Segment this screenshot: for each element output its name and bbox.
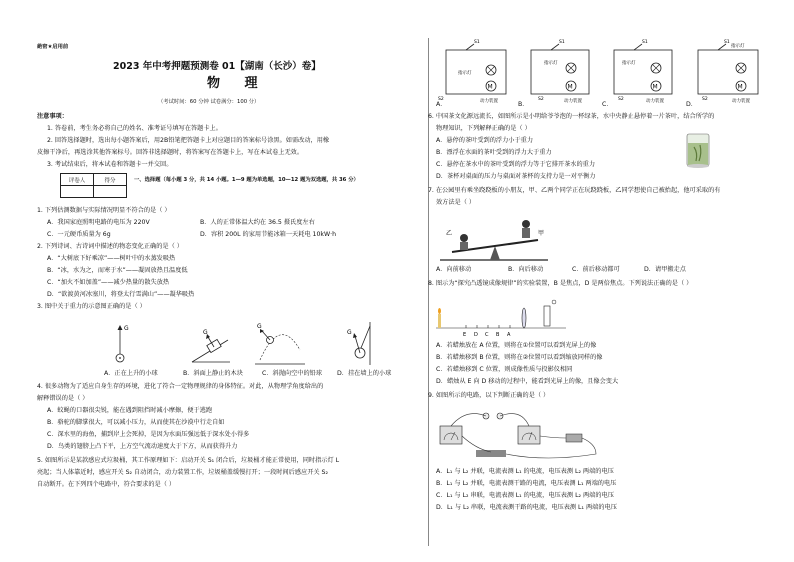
q4-option-b: B．骆驼的脚掌很大，可以减小压力，从而使其在沙漠中行走自如 [47,419,225,426]
score-cell[interactable] [94,186,127,198]
note-item: 皮擦干净后，再选涂其他答案标号。回答非选择题时，将答案写在答题卡上，写在本试卷上无效。 [37,149,304,156]
q8-option-c: C．若蜡烛移到 C 位置，则成像性质与投影仪相同 [436,366,573,373]
q3-figure-d [347,322,370,365]
q5-option-d: D． [686,101,697,108]
q3-option-b: B．斜面上静止的木块 [183,370,243,377]
q8-mark: A [507,332,511,338]
q8-mark: B [496,332,500,338]
note-item: 1. 答卷前，考生务必将自己的姓名、准考证号填写在答题卡上。 [47,125,222,132]
q9-circuit-photo [436,404,616,464]
tea-cup-image [684,131,714,169]
q7-option-d: D．请甲搬走点 [644,266,686,273]
q4-option-d: D．鸟类的翅膀上凸下平，上方空气流动速度大于下方，从而获得升力 [47,443,238,450]
switch-label: S2 [538,97,544,102]
score-col-grader: 评卷人 [61,174,94,186]
note-item: 2. 回答选择题时，选出每小题答案后，用2B铅笔把答题卡上对应题目的答案标号涂黑。如需改动，用橡 [47,137,330,144]
q7-option-c: C．前后移动都可 [572,266,620,273]
lamp-label: 指示灯 [458,71,472,76]
q5-option-a: A． [436,101,447,108]
motor-symbol: M [652,83,658,91]
q8-stem: 8. 图示为“探究凸透镜成像规律”的实验装置，B 是焦点，D 是两倍焦点。下列说法正确的是（ ） [428,280,693,287]
q5-circuit-c [614,39,672,104]
q7-seesaw [440,208,550,263]
q2-option-b: B．“冰，水为之，而寒于水”——凝固放热且温度低 [47,267,188,274]
q5-circuit-a [438,39,506,104]
score-cell[interactable] [61,186,94,198]
switch-label: S1 [642,40,648,45]
q4-stem: 解释错误的是（ ） [37,395,89,402]
q5-option-c: C． [602,101,613,108]
q7-stem: 效方法是（ ） [436,199,476,206]
q7-label-yi: 乙 [446,230,453,237]
q3-g-label: G [203,329,208,336]
section1-heading: 一、选择题（每小题 3 分，共 14 小题。1—9 题为单选题，10—12 题为双选题，共 36 分） [134,177,359,183]
switch-label: S1 [724,40,730,45]
q3-option-c: C．斜抛向空中的铅球 [262,370,323,377]
q3-stem: 3. 图中关于重力的示意图正确的是（ ） [37,303,146,310]
lamp-label: 指示灯 [544,61,558,66]
q6-option-b: B．漂浮在水面的茶叶受到的浮力大于重力 [436,149,552,156]
subject-title: 物 理 [207,76,268,91]
q4-option-c: C．深水里的海鱼，捕到岸上会死掉，是因为水面压强远低于深水处小得多 [47,431,250,438]
q1-stem: 1. 下列估测数据与实际情况明显不符合的是（ ） [37,207,171,214]
q9-option-b: B．L₁ 与 L₂ 并联，电流表测干路的电流，电压表测 L₁ 两端的电压 [436,480,617,487]
motor-symbol: M [487,83,493,91]
q3-option-a: A．正在上升的小球 [104,370,158,377]
q8-mark: C [485,332,489,338]
q6-option-a: A．悬停的茶叶受到的浮力小于重力 [436,137,534,144]
q2-option-a: A．“大树底下好乘凉”——树叶中的水蒸发吸热 [47,255,176,262]
q7-label-jia: 甲 [538,230,545,237]
q1-option-c: C．一元硬币质量为 6g [47,231,111,238]
q6-option-c: C．悬停在茶水中的茶叶受到的浮力等于它排开茶水的重力 [436,161,596,168]
exam-info: （考试时间：60 分钟 试卷满分：100 分） [158,99,260,105]
q8-option-b: B．若蜡烛移到 B 位置，则将在②位置可以看到缩放同样的像 [436,354,603,361]
q4-option-a: A．蚊蝇的口器很尖锐，能在遇到阻挡时减小摩擦，便于逃跑 [47,407,213,414]
q5-circuit-d [698,39,758,104]
exam-title: 2023 年中考押题预测卷 01【湖南（长沙）卷】 [113,61,321,72]
q9-option-d: D．L₁ 与 L₂ 串联，电流表测干路的电流，电压表测 L₁ 两端的电压 [436,504,617,511]
q9-option-c: C．L₁ 与 L₂ 串联，电流表测 L₁ 的电流，电压表测 L₂ 两端的电压 [436,492,614,499]
q4-stem: 4. 很多动物为了适应自身生存的环境，进化了符合一定物理规律的身体特征。对此，从物理学角度给出的 [37,383,324,390]
q3-option-d: D．挂在墙上的小球 [337,370,392,377]
q7-option-b: B．向后移动 [508,266,544,273]
q5-circuit-b [531,39,589,104]
lamp-label: 指示灯 [731,44,745,49]
q6-option-d: D．茶杯对桌面的压力与桌面对茶杯的支持力是一对平衡力 [436,173,596,180]
switch-label: S2 [618,97,624,102]
q7-option-a: A．向前移动 [436,266,472,273]
q3-figure-b [192,329,230,362]
q3-figure-a [116,325,129,362]
q8-lens-setup [436,292,576,338]
q8-mark: D [474,332,478,338]
q3-g-label: G [257,323,262,330]
q9-stem: 9. 如图所示的电路，以下判断正确的是（ ） [428,392,550,399]
switch-label: S2 [702,97,708,102]
switch-label: S1 [559,40,565,45]
q5-circuits [436,40,776,102]
q8-option-a: A．若蜡烛放在 A 位置，则将在①位置可以看到光屏上的像 [436,342,597,349]
power-label: 动力装置 [564,99,582,104]
q2-option-d: D．“欲渡黄河冰塞川，将登太行雪满山”——凝华吸热 [47,291,195,298]
score-table [60,173,127,198]
power-label: 动力装置 [646,99,664,104]
q9-option-a: A．L₁ 与 L₂ 并联，电流表测 L₁ 的电流，电压表测 L₂ 两端的电压 [436,468,614,475]
q2-stem: 2. 下列诗词、古诗词中描述的物态变化正确的是（ ） [37,243,183,250]
q8-mark: E [463,332,467,338]
switch-label: S1 [474,40,480,45]
q2-option-c: C．“加火不如加盖”——减少热量的散失放热 [47,279,170,286]
switch-label: S2 [438,97,444,102]
q7-stem: 7. 在公园里有乘坐跷跷板的小朋友，甲、乙两个同学正在玩跷跷板，乙同学想使自己被抬起，他可采取的有 [428,187,721,194]
q8-option-d: D．蜡烛从 E 向 D 移动的过程中，能看到光屏上的像，且像会变大 [436,378,619,385]
q5-stem: 自动断开。在下列四个电路中，符合要求的是（ ） [37,481,176,488]
q3-g-label: G [347,329,352,336]
q3-g-label: G [124,325,129,332]
motor-symbol: M [567,83,573,91]
q1-option-b: B．人的正常体温大约在 36.5 摄氏度左右 [200,219,315,226]
q1-option-d: D．容积 200L 的家用节能冰箱一天耗电 10kW·h [200,231,337,238]
motor-symbol: M [737,83,743,91]
secret-label: 絶密★启用前 [37,44,69,50]
lamp-label: 指示灯 [622,61,636,66]
q5-option-b: B． [518,101,529,108]
power-label: 动力装置 [480,99,498,104]
note-item: 3. 考试结束后，将本试卷和答题卡一并交回。 [47,161,173,168]
q3-figures [100,320,390,370]
q5-stem: 亮起；当人体靠近时，感应开关 S₂ 自动闭合，动力装置工作，垃圾桶盖缓慢打开；一段时间后感应开关 S₂ [37,469,328,476]
q6-stem: 6. 中国茶文化源远流长，如图所示是小明给爷爷泡的一杯绿茶，水中央静止悬停着一片茶叶，结合所学的 [428,113,715,120]
score-col-score: 得分 [94,174,127,186]
q1-option-a: A．我国家庭照明电路的电压为 220V [47,219,150,226]
notes-heading: 注意事项： [37,113,68,120]
power-label: 动力装置 [732,99,750,104]
q3-figure-c [255,323,305,364]
q6-stem: 物理知识，下列解释正确的是（ ） [436,125,531,132]
q5-stem: 5. 如图所示是某款感应式垃圾桶，其工作原理如下：启动开关 S₁ 闭合后，垃圾桶才能正常使用，同时指示灯 L [37,457,340,464]
